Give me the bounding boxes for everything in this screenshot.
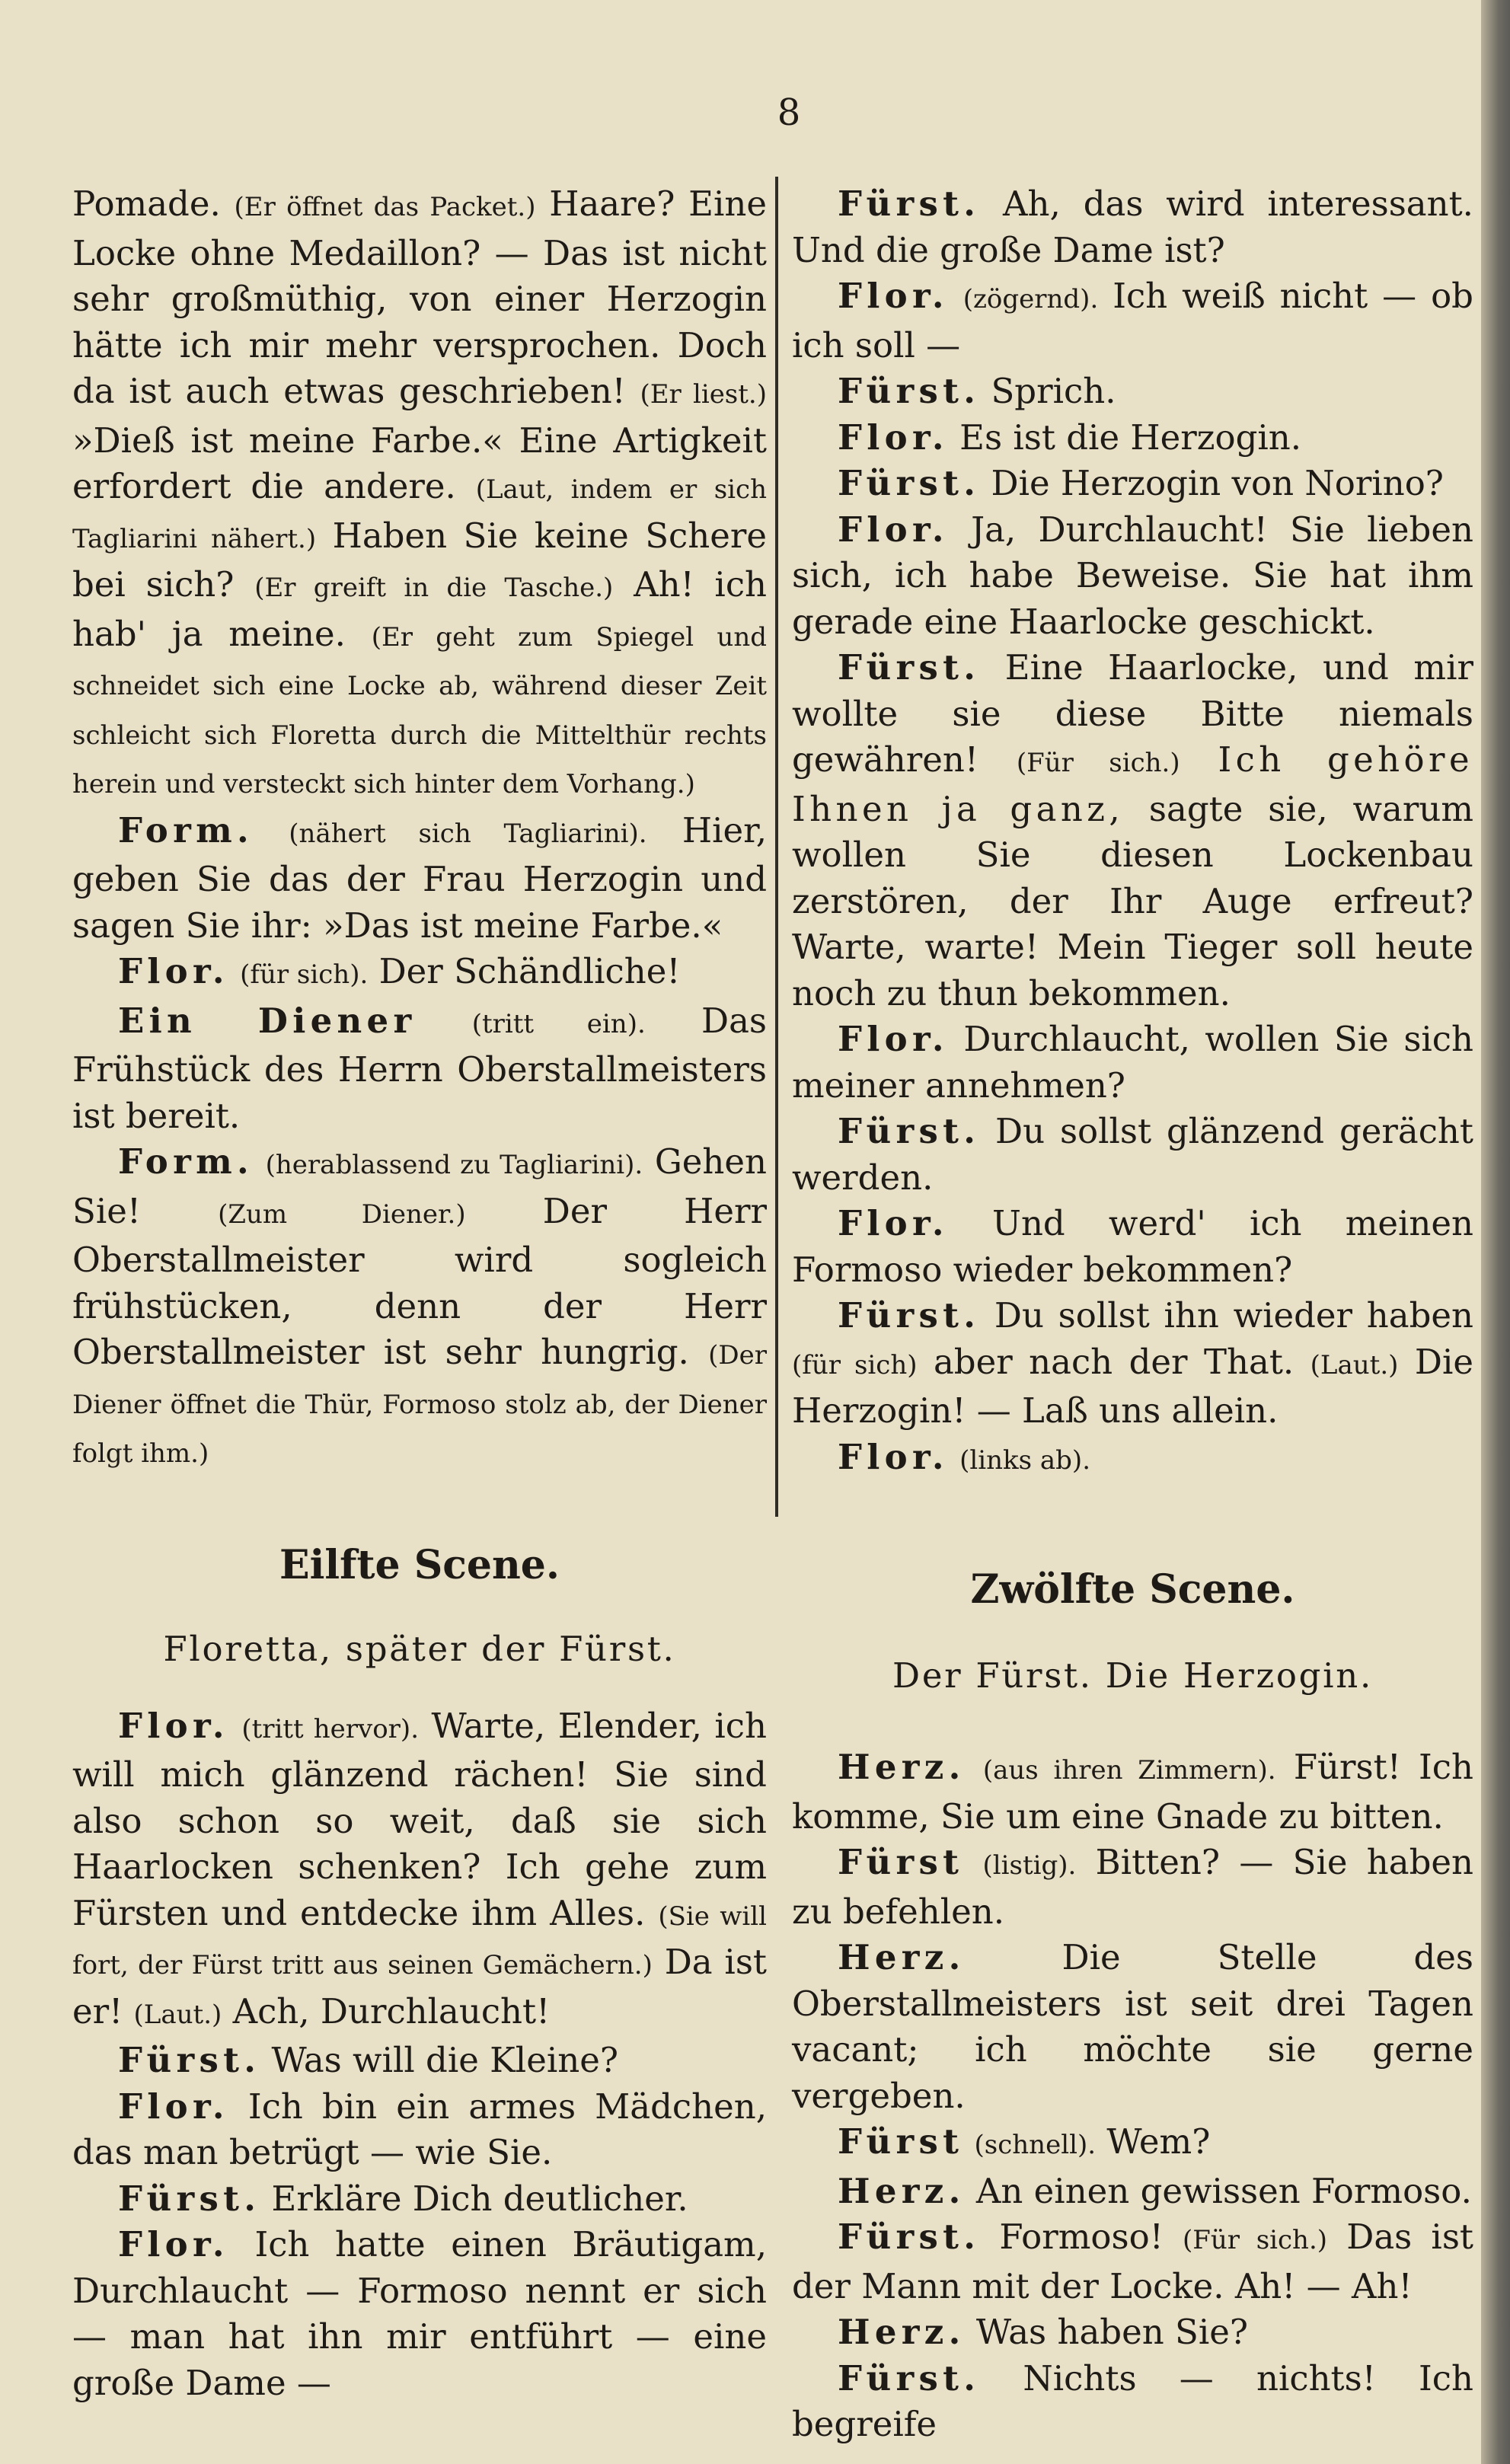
paragraph — [792, 1109, 1473, 1201]
stage-direction: (Er greift in die Tasche.) — [254, 573, 614, 603]
stage-direction: (listig). — [982, 1850, 1077, 1881]
paragraph — [792, 2169, 1473, 2215]
dialogue-text: Der Schändliche! — [378, 951, 681, 991]
dialogue-text: Ich bin ein armes Mädchen, das man betrügt — wie Sie. — [72, 2086, 767, 2172]
stage-direction: (tritt hervor). — [241, 1713, 419, 1744]
stage-direction: (tritt ein). — [471, 1008, 646, 1039]
dialogue-text: Bitten? — Sie haben zu befehlen. — [792, 1842, 1473, 1932]
stage-direction: (Er öffnet das Packet.) — [234, 192, 536, 222]
speaker-name: Flor. — [118, 951, 229, 991]
stage-direction: (Laut, indem er sich Tagliarini nähert.) — [72, 474, 767, 554]
stage-direction: (links ab). — [959, 1444, 1091, 1476]
stage-direction: (Für sich.) — [1016, 748, 1180, 778]
speaker-name: Form. — [118, 809, 254, 851]
scene-heading: Eilfte Scene. — [279, 1541, 560, 1588]
stage-direction: (Laut.) — [1310, 1349, 1399, 1380]
paragraph — [72, 2084, 767, 2176]
dialogue-text: Da ist er! — [72, 1942, 767, 2032]
dialogue-text: Die Herzogin! — Laß uns allein. — [792, 1341, 1473, 1431]
paragraph — [792, 507, 1473, 646]
dialogue-text: Ich gehöre Ihnen ja ganz, — [792, 739, 1473, 829]
speaker-name: Fürst. — [118, 2040, 261, 2080]
speaker-name: Fürst. — [838, 371, 981, 411]
stage-direction: (Laut.) — [133, 1999, 222, 2030]
dialogue-text: Hier, geben Sie das der Frau Herzogin und sagen Sie ihr: »Das ist meine Farbe.« — [72, 809, 768, 946]
dialogue-text: Haare? Eine Locke ohne Medaillon? — Das ist nicht sehr großmüthig, von einer Herzogin hätte ich mir mehr versprochen. Doch da ist auch etwas geschrieben! — [72, 184, 767, 411]
paragraph — [792, 181, 1473, 273]
paragraph — [792, 1744, 1473, 1840]
dialogue-text: Was will die Kleine? — [271, 2040, 618, 2080]
paragraph — [72, 1703, 767, 2038]
paragraph — [72, 181, 767, 808]
speaker-name: Fürst. — [118, 2178, 261, 2219]
speaker-name: Fürst — [838, 1842, 964, 1882]
stage-direction: (für sich). — [240, 959, 369, 990]
paragraph — [72, 2038, 767, 2084]
speaker-name: Herz. — [838, 2312, 966, 2352]
dialogue-text: Die Stelle des Oberstallmeisters ist seit drei Tagen vacant; ich möchte sie gerne vergeben. — [792, 1937, 1473, 2116]
paragraph — [792, 2356, 1473, 2448]
paragraph — [792, 1293, 1473, 1435]
page-edge-shadow — [1481, 0, 1510, 2464]
dialogue-text: Formoso! — [999, 2217, 1164, 2257]
speaker-name: Fürst. — [838, 2217, 981, 2257]
stage-direction: (herablassend zu Tagliarini). — [265, 1150, 643, 1180]
dialogue-text: Wem? — [1106, 2121, 1211, 2162]
speaker-name: Fürst. — [838, 1111, 981, 1151]
dialogue-text: Ich hatte einen Bräutigam, Durchlaucht — Formoso nennt er sich — man hat ihn mir entführt — eine große Dame — — [72, 2224, 768, 2403]
dialogue-text: Warte, Elender, ich will mich glänzend rächen! Sie sind also schon so weit, daß sie sich Haarlocken schenken? Ich gehe zum Fürsten und entdecke ihm Alles. — [72, 1705, 767, 1933]
dialogue-text: Ah! ich hab' ja meine. — [72, 564, 768, 654]
stage-direction: (Er geht zum Spiegel und schneidet sich eine Locke ab, während dieser Zeit schleicht sich Floretta durch die Mittelthür rechts herein und versteckt sich hinter dem Vorhang.) — [72, 621, 767, 800]
speaker-name: Fürst — [838, 2121, 964, 2162]
paragraph — [792, 1840, 1473, 1935]
dialogue-text: Du sollst ihn wieder haben — [994, 1295, 1474, 1336]
speaker-name: Fürst. — [838, 2357, 981, 2399]
paragraph — [792, 415, 1473, 461]
paragraph — [72, 2176, 767, 2223]
paragraph — [72, 998, 767, 1140]
speaker-name: Herz. — [838, 1747, 966, 1787]
speaker-name: Flor. — [838, 1436, 949, 1477]
stage-direction: (Für sich.) — [1182, 2225, 1328, 2255]
paragraph — [72, 949, 767, 998]
paragraph — [72, 2222, 767, 2406]
dialogue-text: Sprich. — [991, 371, 1116, 411]
dialogue-text: Gehen Sie! — [72, 1141, 768, 1231]
dialogue-text: Fürst! Ich komme, Sie um eine Gnade zu bitten. — [792, 1747, 1473, 1837]
paragraph — [792, 273, 1473, 369]
paragraph — [792, 1935, 1473, 2119]
stage-direction: (Sie will fort, der Fürst tritt aus seinen Gemächern.) — [72, 1901, 767, 1980]
dialogue-text: Nichts — nichts! Ich begreife — [792, 2357, 1473, 2444]
dialogue-text: Eine Haarlocke, und mir wollte sie diese Bitte niemals gewähren! — [792, 647, 1473, 780]
dialogue-text: Ach, Durchlaucht! — [232, 1990, 551, 2032]
speaker-name: Flor. — [838, 509, 949, 550]
speaker-name: Form. — [118, 1141, 254, 1182]
column-divider — [775, 177, 778, 1517]
paragraph — [792, 2214, 1473, 2309]
paragraph — [792, 369, 1473, 415]
scene-characters: Der Fürst. Die Herzogin. — [892, 1655, 1373, 1696]
speaker-name: Flor. — [838, 417, 949, 458]
dialogue-text: »Dieß ist meine Farbe.« Eine Artigkeit erfordert die andere. — [72, 420, 767, 506]
dialogue-text: sagte sie, warum wollen Sie diesen Lockenbau zerstören, der Ihr Auge erfreut? Warte, warte! Mein Tieger soll heute noch zu thun bekommen. — [792, 788, 1473, 1013]
paragraph — [792, 2119, 1473, 2169]
speaker-name: Flor. — [118, 1705, 229, 1746]
speaker-name: Fürst. — [838, 184, 981, 224]
left-column — [72, 181, 767, 2406]
stage-direction: (nähert sich Tagliarini). — [289, 818, 647, 849]
dialogue-text: Es ist die Herzogin. — [959, 417, 1302, 458]
speaker-name: Flor. — [838, 1019, 949, 1059]
speaker-name: Flor. — [838, 276, 949, 316]
dialogue-text: Und werd' ich meinen Formoso wieder bekommen? — [792, 1203, 1474, 1290]
dialogue-text: Ja, Durchlaucht! Sie lieben sich, ich habe Beweise. Sie hat ihm gerade eine Haarlocke geschickt. — [792, 509, 1473, 642]
right-column — [792, 181, 1473, 2448]
speaker-name: Fürst. — [838, 463, 981, 503]
stage-direction: (zögernd). — [963, 284, 1099, 314]
paragraph — [792, 1201, 1473, 1293]
paragraph — [792, 645, 1473, 1017]
stage-direction: (Zum Diener.) — [218, 1198, 466, 1230]
dialogue-text: Durchlaucht, wollen Sie sich meiner annehmen? — [792, 1019, 1473, 1106]
paragraph — [792, 461, 1473, 507]
stage-direction: (aus ihren Zimmern). — [982, 1755, 1276, 1786]
speaker-name: Herz. — [838, 2170, 966, 2211]
dialogue-text: Pomade. — [72, 184, 221, 224]
dialogue-text: Erkläre Dich deutlicher. — [271, 2178, 688, 2219]
paragraph — [72, 808, 767, 950]
dialogue-text: Haben Sie keine Schere bei sich? — [72, 515, 767, 605]
dialogue-text: Das Frühstück des Herrn Oberstallmeisters ist bereit. — [72, 1000, 768, 1136]
dialogue-text: Ah, das wird interessant. Und die große Dame ist? — [792, 184, 1473, 270]
dialogue-text: An einen gewissen Formoso. — [975, 2170, 1472, 2211]
paragraph — [792, 1435, 1473, 1484]
stage-direction: (Er liest.) — [640, 379, 767, 410]
speaker-name: Flor. — [838, 1203, 949, 1243]
scene-characters: Floretta, später der Fürst. — [163, 1629, 676, 1669]
speaker-name: Fürst. — [838, 647, 981, 688]
dialogue-text: Das ist der Mann mit der Locke. Ah! — Ah! — [792, 2217, 1473, 2306]
paragraph — [792, 2309, 1473, 2356]
speaker-name: Flor. — [118, 2086, 229, 2127]
dialogue-text: Der Herr Oberstallmeister wird sogleich frühstücken, denn der Herr Oberstallmeister ist sehr hungrig. — [72, 1190, 767, 1372]
speaker-name: Ein Diener — [118, 1000, 417, 1041]
dialogue-text: Ich weiß nicht — ob ich soll — — [792, 276, 1473, 365]
dialogue-text: Die Herzogin von Norino? — [991, 463, 1444, 503]
paragraph — [792, 1017, 1473, 1109]
speaker-name: Herz. — [838, 1937, 966, 1977]
speaker-name: Flor. — [118, 2224, 229, 2265]
stage-direction: (für sich) — [792, 1349, 918, 1380]
scene-heading: Zwölfte Scene. — [970, 1566, 1295, 1613]
dialogue-text: Was haben Sie? — [975, 2312, 1248, 2352]
paragraph — [72, 1139, 767, 1477]
dialogue-text: aber nach der That. — [933, 1341, 1295, 1382]
speaker-name: Fürst. — [838, 1295, 981, 1336]
stage-direction: (schnell). — [974, 2130, 1097, 2160]
dialogue-text: Du sollst glänzend gerächt werden. — [792, 1111, 1473, 1198]
page-number: 8 — [777, 91, 801, 134]
stage-direction: (Der Diener öffnet die Thür, Formoso stolz ab, der Diener folgt ihm.) — [72, 1340, 768, 1469]
